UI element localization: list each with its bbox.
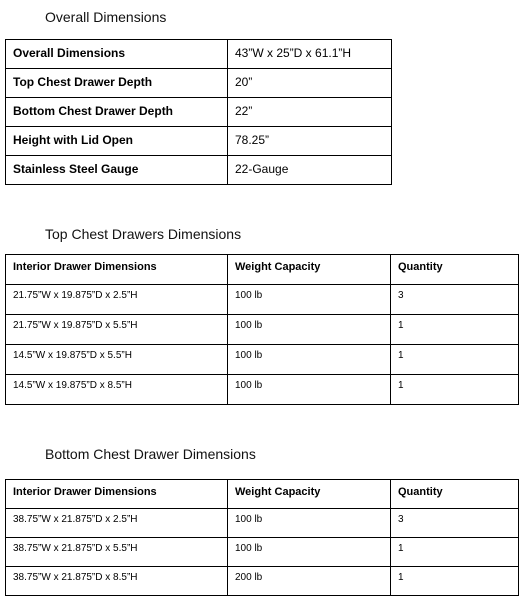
top-chest-heading: Top Chest Drawers Dimensions [45,226,242,242]
spec-label: Bottom Chest Drawer Depth [6,98,228,127]
overall-dimensions-table [5,39,392,185]
spec-value: 22” [228,98,392,127]
quantity: 3 [391,285,519,315]
column-header: Interior Drawer Dimensions [6,255,228,285]
spec-value: 20” [228,69,392,98]
drawer-dimensions: 21.75”W x 19.875”D x 5.5”H [6,315,228,345]
table-row [6,345,519,375]
table-header-row [6,480,519,509]
bottom-chest-heading: Bottom Chest Drawer Dimensions [45,446,256,462]
spec-value: 43”W x 25”D x 61.1”H [228,40,392,69]
weight-capacity: 100 lb [228,509,391,538]
column-header: Quantity [391,255,519,285]
spec-label: Stainless Steel Gauge [6,156,228,185]
weight-capacity: 100 lb [228,315,391,345]
weight-capacity: 100 lb [228,375,391,405]
table-row [6,156,392,185]
drawer-dimensions: 38.75”W x 21.875”D x 2.5”H [6,509,228,538]
table-row [6,285,519,315]
bottom-chest-drawers-table [5,479,519,596]
quantity: 1 [391,375,519,405]
spec-value: 78.25” [228,127,392,156]
table-row [6,40,392,69]
quantity: 1 [391,538,519,567]
table-row [6,509,519,538]
quantity: 1 [391,345,519,375]
drawer-dimensions: 21.75”W x 19.875”D x 2.5”H [6,285,228,315]
spec-label: Overall Dimensions [6,40,228,69]
overall-dimensions-heading: Overall Dimensions [45,9,167,25]
column-header: Weight Capacity [228,480,391,509]
table-row [6,538,519,567]
quantity: 3 [391,509,519,538]
weight-capacity: 100 lb [228,345,391,375]
spec-label: Top Chest Drawer Depth [6,69,228,98]
column-header: Interior Drawer Dimensions [6,480,228,509]
table-row [6,127,392,156]
table-row [6,375,519,405]
weight-capacity: 200 lb [228,567,391,596]
table-row [6,315,519,345]
spec-label: Height with Lid Open [6,127,228,156]
quantity: 1 [391,315,519,345]
table-header-row [6,255,519,285]
drawer-dimensions: 14.5”W x 19.875”D x 8.5”H [6,375,228,405]
column-header: Quantity [391,480,519,509]
weight-capacity: 100 lb [228,538,391,567]
drawer-dimensions: 38.75”W x 21.875”D x 8.5”H [6,567,228,596]
column-header: Weight Capacity [228,255,391,285]
table-row [6,98,392,127]
table-row [6,567,519,596]
drawer-dimensions: 38.75”W x 21.875”D x 5.5”H [6,538,228,567]
weight-capacity: 100 lb [228,285,391,315]
spec-value: 22-Gauge [228,156,392,185]
quantity: 1 [391,567,519,596]
top-chest-drawers-table [5,254,519,405]
drawer-dimensions: 14.5”W x 19.875”D x 5.5”H [6,345,228,375]
table-row [6,69,392,98]
